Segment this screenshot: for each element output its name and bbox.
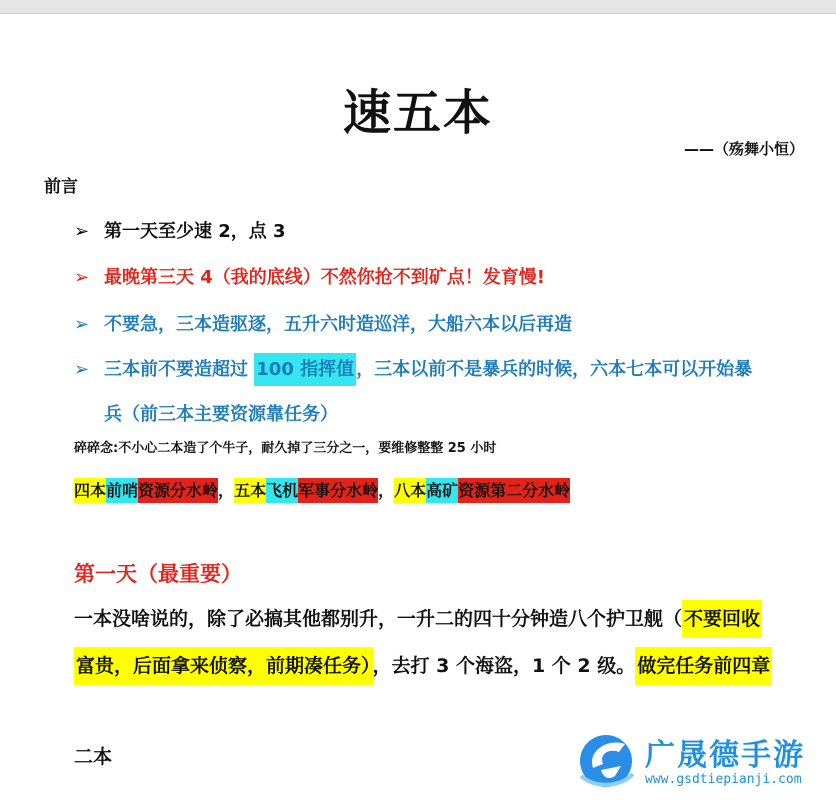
watermark-name: 广晟德手游 [645,738,805,773]
day1-line-2-highlight-end: 做完任务前四章 [635,647,772,685]
tag-separator: ， [378,481,395,500]
note-text: 碎碎念:不小心二本造了个牛子，耐久掉了三分之一，要维修整整 25 小时 [74,441,497,456]
preface-heading: 前言 [44,177,78,197]
bullet-4-post: ，三本以前不是暴兵的时候，六本七本可以开始暴 [356,359,753,380]
tag-1-building: 前哨 [106,478,138,503]
tag-2-desc: 军事分水岭 [298,478,378,503]
arrow-bullet-icon: ➢ [74,221,90,242]
bullet-1 [74,217,286,243]
bullet-2 [74,263,545,289]
tag-3-stage: 八本 [394,478,426,503]
bullet-3-text: 不要急，三本造驱逐，五升六时造巡洋，大船六本以后再造 [104,314,572,335]
bullet-4-pre: 三本前不要造超过 [104,359,255,380]
arrow-bullet-icon: ➢ [74,267,90,288]
bullet-4 [74,355,752,381]
bullet-3 [74,310,572,336]
bullet-1-text: 第一天至少速 2，点 3 [104,221,286,242]
document-title: 速五本 [342,85,493,141]
g-swoosh-logo-icon [575,728,637,790]
day1-heading: 第一天（最重要） [74,562,242,586]
author-line: ——（殇舞小恒） [683,140,804,158]
day1-line-1 [74,604,762,631]
watermark-url: www.gsdtiepianji.com [645,772,802,787]
tag-2-stage: 五本 [234,478,266,503]
tag-3-building: 高矿 [426,478,458,503]
window-top-bar [0,0,836,14]
day1-line-1-text: 一本没啥说的，除了必搞其他都别升，一升二的四十分钟造八个护卫舰（ [74,608,683,630]
bullet-4-highlight: 100 指挥值 [254,353,356,386]
day1-line-2-text: ，去打 3 个海盗，1 个 2 级。 [372,655,636,677]
milestone-tags [74,478,570,501]
tag-3-desc: 资源第二分水岭 [458,478,570,503]
day1-line-2 [74,651,772,678]
arrow-bullet-icon: ➢ [74,314,90,335]
arrow-bullet-icon: ➢ [74,359,90,380]
tag-1-desc: 资源分水岭 [138,478,218,503]
site-watermark [575,728,835,798]
tag-separator: ， [218,481,235,500]
bullet-2-text: 最晚第三天 4（我的底线）不然你抢不到矿点！发育慢! [104,267,545,288]
day1-line-2-highlight: 富贵，后面拿来侦察，前期凑任务） [74,647,373,685]
section-2-heading: 二本 [74,746,113,768]
tag-1-stage: 四本 [74,478,106,503]
bullet-4-continuation: 兵（前三本主要资源靠任务） [104,404,338,425]
tag-2-building: 飞机 [266,478,298,503]
day1-line-1-highlight: 不要回收 [682,600,762,638]
